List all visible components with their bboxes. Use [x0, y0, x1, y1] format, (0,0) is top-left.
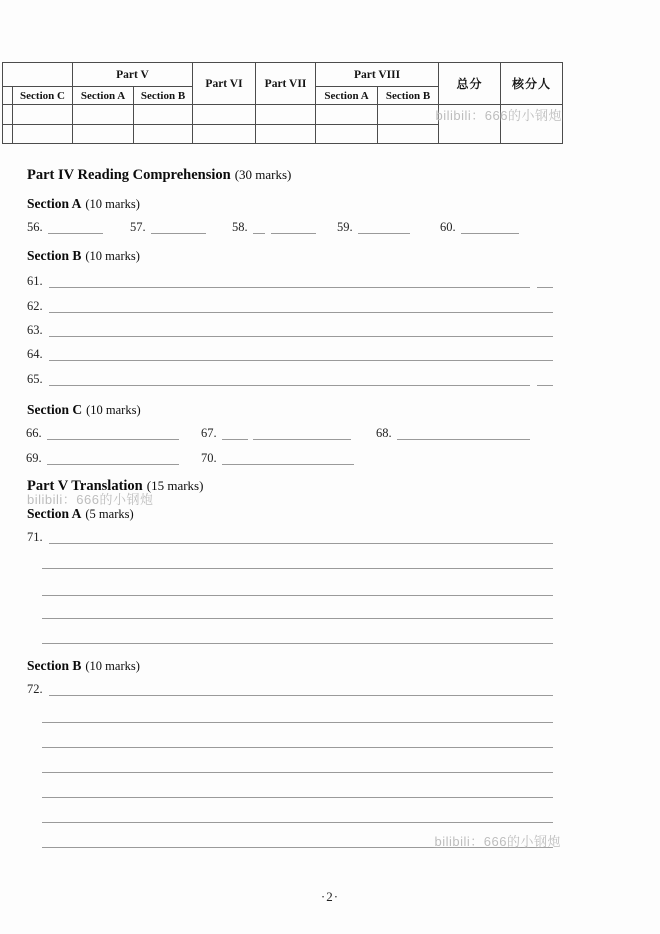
section-marks: (10 marks)	[86, 403, 141, 417]
blank-gap	[530, 372, 537, 386]
score-cell-empty	[193, 125, 256, 144]
blank-item-67	[201, 424, 351, 440]
score-summary-table	[2, 62, 563, 144]
writing-rule-line	[42, 772, 553, 773]
part4-marks: (30 marks)	[234, 167, 292, 182]
section-title: Section A	[27, 506, 82, 521]
line-item-61	[27, 272, 553, 288]
blank-gap	[530, 274, 537, 288]
part4-section-b-heading	[27, 247, 140, 265]
score-cell-empty	[3, 125, 13, 144]
section-title: Section B	[27, 658, 82, 673]
answer-line	[49, 273, 530, 288]
score-cell-empty	[378, 105, 439, 125]
score-cell-empty	[13, 105, 73, 125]
answer-blank	[48, 219, 103, 234]
score-cell-empty	[73, 105, 134, 125]
part4-title: Part IV Reading Comprehension	[27, 167, 231, 183]
item-number: 66.	[26, 426, 42, 440]
part5-section-b-heading	[27, 657, 140, 675]
score-cell-empty	[193, 105, 256, 125]
line-item-72	[27, 680, 553, 696]
watermark-bottom: bilibili：666的小钢炮	[434, 834, 561, 849]
part5-title: Part V Translation	[27, 478, 143, 494]
item-number: 67.	[201, 426, 217, 440]
score-cell-empty	[13, 125, 73, 144]
blank-item-69	[26, 449, 179, 465]
score-header-part6: Part VI	[193, 63, 256, 105]
answer-line-tail	[537, 371, 553, 386]
answer-blank	[358, 219, 410, 234]
section-marks: (10 marks)	[85, 197, 140, 211]
score-cell-empty	[256, 105, 316, 125]
line-item-63	[27, 321, 553, 337]
section-title: Section A	[27, 196, 82, 211]
blank-item-60	[440, 218, 519, 234]
line-item-71	[27, 528, 553, 544]
answer-blank	[253, 425, 351, 440]
item-number: 64.	[27, 347, 43, 361]
score-cell-empty	[378, 125, 439, 144]
item-number: 69.	[26, 451, 42, 465]
writing-rule-line	[42, 568, 553, 569]
score-cell-cropped-part4-header	[3, 63, 73, 87]
answer-blank	[397, 425, 530, 440]
answer-blank	[222, 450, 354, 465]
writing-rule-line	[42, 797, 553, 798]
blank-item-58	[232, 218, 316, 234]
section-marks: (10 marks)	[85, 659, 140, 673]
score-cell-empty	[3, 105, 13, 125]
score-header-part8: Part VIII	[316, 63, 439, 87]
answer-blank	[461, 219, 519, 234]
blank-item-66	[26, 424, 179, 440]
writing-rule-line	[42, 595, 553, 596]
item-number: 68.	[376, 426, 392, 440]
score-cell-empty	[73, 125, 134, 144]
watermark-middle: bilibili：666的小钢炮	[27, 492, 154, 507]
answer-blank	[151, 219, 206, 234]
answer-line	[49, 681, 553, 696]
blank-item-70	[201, 449, 354, 465]
part4-heading	[27, 166, 291, 184]
line-item-65	[27, 370, 553, 386]
score-header-part5-section-b: Section B	[134, 87, 193, 105]
answer-line	[49, 346, 553, 361]
answer-blank	[47, 425, 179, 440]
score-header-checker: 核分人	[501, 63, 563, 105]
score-header-part7: Part VII	[256, 63, 316, 105]
item-number: 59.	[337, 220, 353, 234]
section-marks: (10 marks)	[85, 249, 140, 263]
score-cell-empty	[134, 125, 193, 144]
blank-item-68	[376, 424, 530, 440]
score-cell-empty	[316, 125, 378, 144]
score-header-total: 总分	[439, 63, 501, 105]
answer-blank	[47, 450, 179, 465]
writing-rule-line	[42, 722, 553, 723]
item-number: 56.	[27, 220, 43, 234]
score-header-part5-section-a: Section A	[73, 87, 134, 105]
part4-section-a-heading	[27, 195, 140, 213]
answer-blank	[271, 219, 316, 234]
answer-blank	[222, 425, 248, 440]
item-number: 65.	[27, 372, 43, 386]
item-number: 61.	[27, 274, 43, 288]
part4-section-c-heading	[27, 401, 141, 419]
item-number: 58.	[232, 220, 248, 234]
answer-line-tail	[537, 273, 553, 288]
item-number: 71.	[27, 530, 43, 544]
answer-line	[49, 298, 553, 313]
item-number: 57.	[130, 220, 146, 234]
score-header-part8-section-b: Section B	[378, 87, 439, 105]
item-number: 62.	[27, 299, 43, 313]
answer-blank	[253, 219, 265, 234]
blank-item-59	[337, 218, 410, 234]
item-number: 72.	[27, 682, 43, 696]
score-cell-empty	[3, 87, 13, 105]
line-item-64	[27, 345, 553, 361]
page-number: ·2·	[320, 889, 340, 904]
writing-rule-line	[42, 822, 553, 823]
score-cell-empty	[316, 105, 378, 125]
writing-rule-line	[42, 747, 553, 748]
score-header-part5: Part V	[73, 63, 193, 87]
blank-item-56	[27, 218, 103, 234]
section-title: Section B	[27, 248, 82, 263]
watermark-top: bilibili：666的小钢炮	[435, 108, 562, 123]
answer-line	[49, 371, 530, 386]
score-header-part8-section-a: Section A	[316, 87, 378, 105]
score-cell-empty	[134, 105, 193, 125]
score-cell-empty	[256, 125, 316, 144]
item-number: 60.	[440, 220, 456, 234]
writing-rule-line	[42, 618, 553, 619]
section-marks: (5 marks)	[85, 507, 134, 521]
answer-line	[49, 529, 553, 544]
section-title: Section C	[27, 402, 83, 417]
item-number: 70.	[201, 451, 217, 465]
blank-item-57	[130, 218, 206, 234]
answer-line	[49, 322, 553, 337]
score-header-part4-section-c: Section C	[13, 87, 73, 105]
item-number: 63.	[27, 323, 43, 337]
part5-marks: (15 marks)	[146, 478, 204, 493]
writing-rule-line	[42, 643, 553, 644]
line-item-62	[27, 297, 553, 313]
